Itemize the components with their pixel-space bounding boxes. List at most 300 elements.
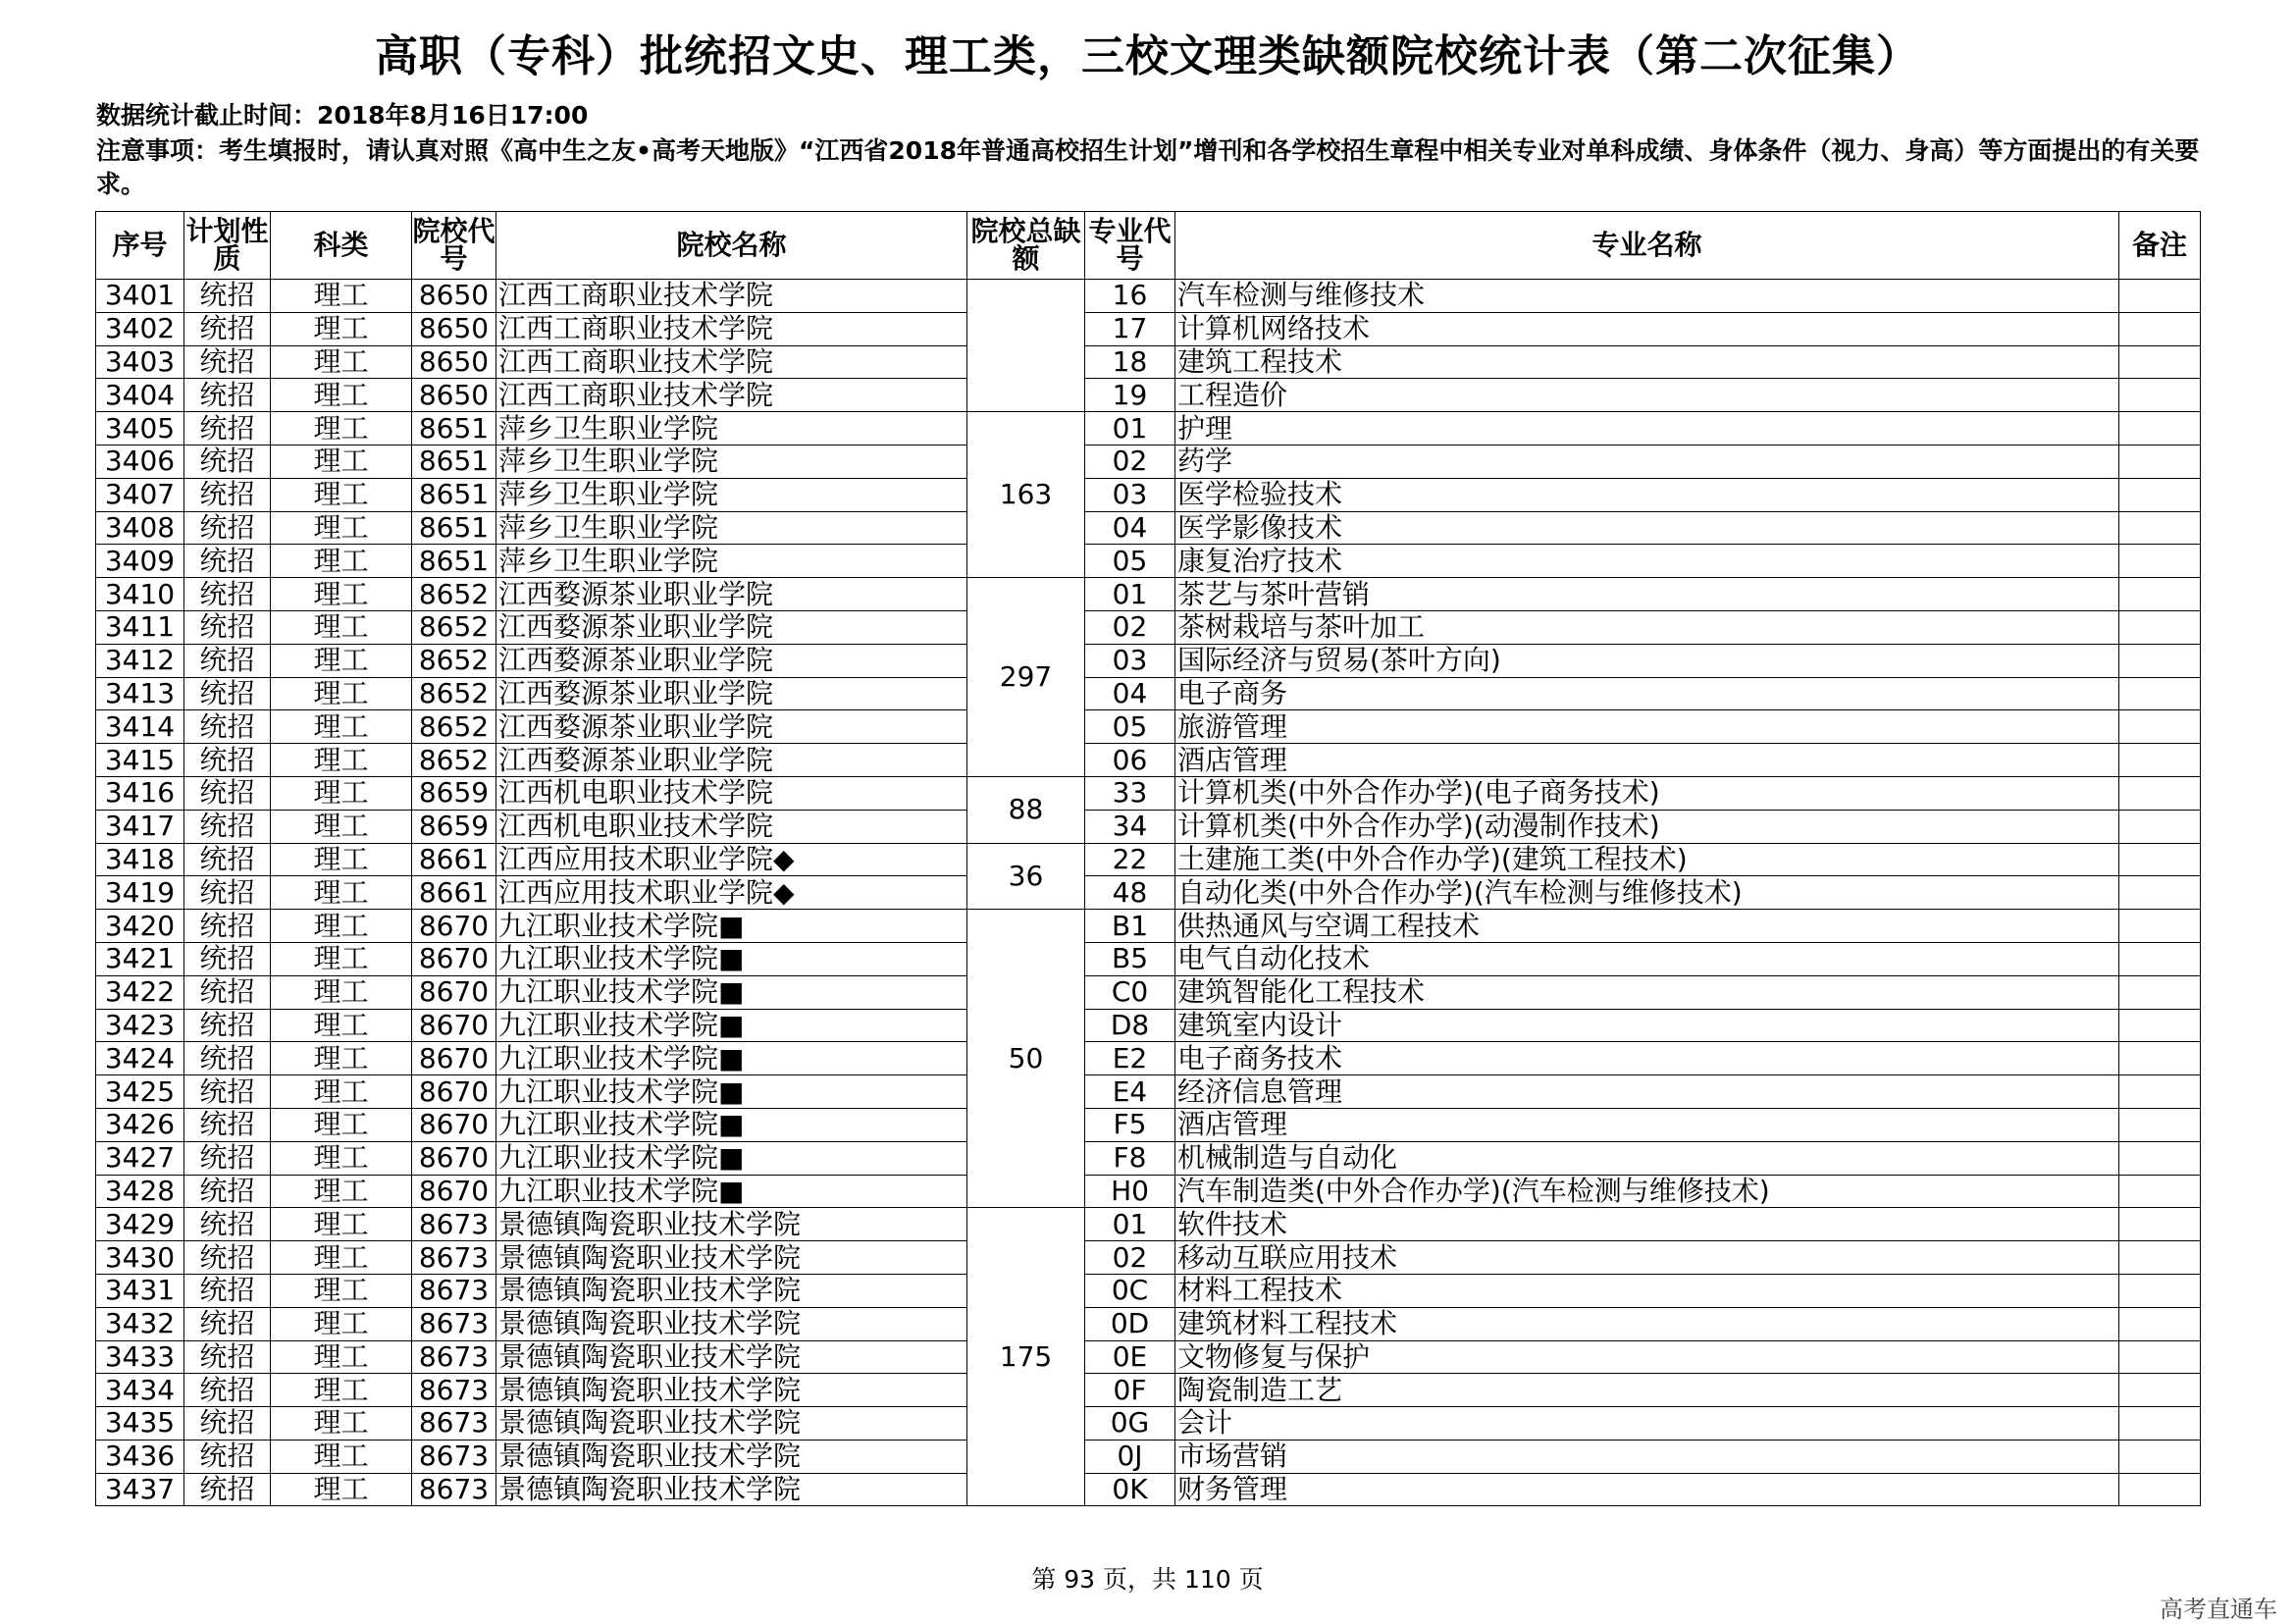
header-major-name: 专业名称 xyxy=(1175,212,2119,280)
cell-major-name: 建筑工程技术 xyxy=(1175,345,2119,379)
cell-school-name: 景德镇陶瓷职业技术学院 xyxy=(496,1407,967,1441)
table-row xyxy=(96,1208,2201,1241)
cell-subject: 理工 xyxy=(271,876,412,910)
cell-seq: 3427 xyxy=(96,1141,184,1175)
cell-school-name: 九江职业技术学院■ xyxy=(496,975,967,1009)
cell-school-code: 8652 xyxy=(412,644,496,677)
cell-school-code: 8670 xyxy=(412,1141,496,1175)
table-row xyxy=(96,412,2201,445)
cell-seq: 3431 xyxy=(96,1274,184,1307)
cell-seq: 3425 xyxy=(96,1075,184,1109)
cell-remark xyxy=(2119,975,2201,1009)
cell-school-code: 8673 xyxy=(412,1440,496,1473)
cell-major-code: 01 xyxy=(1085,412,1175,445)
header-total-vacancy: 院校总缺额 xyxy=(967,212,1085,280)
header-remark: 备注 xyxy=(2119,212,2201,280)
cell-school-name: 江西婺源茶业职业学院 xyxy=(496,710,967,744)
cell-plan-type: 统招 xyxy=(184,744,271,777)
cell-seq: 3437 xyxy=(96,1473,184,1506)
cell-seq: 3430 xyxy=(96,1241,184,1275)
cell-major-code: F8 xyxy=(1085,1141,1175,1175)
cell-major-name: 材料工程技术 xyxy=(1175,1274,2119,1307)
cell-subject: 理工 xyxy=(271,1374,412,1407)
cell-remark xyxy=(2119,312,2201,345)
cell-plan-type: 统招 xyxy=(184,876,271,910)
cell-school-name: 九江职业技术学院■ xyxy=(496,1108,967,1141)
cell-plan-type: 统招 xyxy=(184,445,271,478)
cell-remark xyxy=(2119,1241,2201,1275)
table-row xyxy=(96,1141,2201,1175)
cell-major-name: 建筑智能化工程技术 xyxy=(1175,975,2119,1009)
cell-school-code: 8659 xyxy=(412,810,496,843)
cell-remark xyxy=(2119,1009,2201,1042)
cell-major-name: 国际经济与贸易(茶叶方向) xyxy=(1175,644,2119,677)
cell-major-code: 0F xyxy=(1085,1374,1175,1407)
cell-school-code: 8673 xyxy=(412,1407,496,1441)
cell-seq: 3411 xyxy=(96,610,184,644)
table-row xyxy=(96,312,2201,345)
cell-major-code: 0J xyxy=(1085,1440,1175,1473)
cell-school-name: 江西应用技术职业学院◆ xyxy=(496,876,967,910)
cell-school-name: 萍乡卫生职业学院 xyxy=(496,545,967,578)
cell-plan-type: 统招 xyxy=(184,1274,271,1307)
cell-plan-type: 统招 xyxy=(184,545,271,578)
cell-total-vacancy: 88 xyxy=(967,776,1085,843)
cell-remark xyxy=(2119,280,2201,313)
cell-school-code: 8651 xyxy=(412,545,496,578)
cell-seq: 3436 xyxy=(96,1440,184,1473)
table-row xyxy=(96,1108,2201,1141)
cell-seq: 3402 xyxy=(96,312,184,345)
cell-school-name: 江西工商职业技术学院 xyxy=(496,345,967,379)
table-row xyxy=(96,1009,2201,1042)
table-row xyxy=(96,478,2201,511)
cell-major-name: 旅游管理 xyxy=(1175,710,2119,744)
cell-remark xyxy=(2119,677,2201,710)
cell-school-code: 8673 xyxy=(412,1340,496,1374)
cell-seq: 3418 xyxy=(96,843,184,876)
header-seq: 序号 xyxy=(96,212,184,280)
cell-major-name: 酒店管理 xyxy=(1175,744,2119,777)
cell-major-code: 05 xyxy=(1085,545,1175,578)
cell-subject: 理工 xyxy=(271,1208,412,1241)
cell-plan-type: 统招 xyxy=(184,478,271,511)
cell-remark xyxy=(2119,1141,2201,1175)
cell-major-name: 酒店管理 xyxy=(1175,1108,2119,1141)
cell-major-name: 文物修复与保护 xyxy=(1175,1340,2119,1374)
table-row xyxy=(96,1274,2201,1307)
cell-plan-type: 统招 xyxy=(184,578,271,611)
cell-school-name: 九江职业技术学院■ xyxy=(496,942,967,975)
cell-remark xyxy=(2119,876,2201,910)
cell-major-code: F5 xyxy=(1085,1108,1175,1141)
table-row xyxy=(96,876,2201,910)
cell-seq: 3420 xyxy=(96,910,184,943)
cell-major-name: 药学 xyxy=(1175,445,2119,478)
cell-subject: 理工 xyxy=(271,1274,412,1307)
cell-major-name: 工程造价 xyxy=(1175,379,2119,412)
cell-school-name: 江西机电职业技术学院 xyxy=(496,810,967,843)
header-major-code: 专业代号 xyxy=(1085,212,1175,280)
cell-major-code: 03 xyxy=(1085,478,1175,511)
cell-school-name: 江西工商职业技术学院 xyxy=(496,280,967,313)
table-row xyxy=(96,810,2201,843)
header-plan-type: 计划性质 xyxy=(184,212,271,280)
table-row xyxy=(96,280,2201,313)
cell-school-code: 8670 xyxy=(412,1042,496,1075)
cell-major-name: 医学影像技术 xyxy=(1175,511,2119,545)
cell-subject: 理工 xyxy=(271,478,412,511)
table-row xyxy=(96,843,2201,876)
cell-major-name: 康复治疗技术 xyxy=(1175,545,2119,578)
cell-subject: 理工 xyxy=(271,810,412,843)
cell-major-code: 02 xyxy=(1085,1241,1175,1275)
cell-remark xyxy=(2119,1075,2201,1109)
cell-school-name: 景德镇陶瓷职业技术学院 xyxy=(496,1241,967,1275)
table-row xyxy=(96,677,2201,710)
cell-major-name: 计算机网络技术 xyxy=(1175,312,2119,345)
cell-school-code: 8661 xyxy=(412,843,496,876)
cell-major-code: 0C xyxy=(1085,1274,1175,1307)
cell-school-code: 8650 xyxy=(412,312,496,345)
cell-remark xyxy=(2119,379,2201,412)
header-school-name: 院校名称 xyxy=(496,212,967,280)
cell-major-name: 经济信息管理 xyxy=(1175,1075,2119,1109)
cell-subject: 理工 xyxy=(271,1241,412,1275)
cell-seq: 3412 xyxy=(96,644,184,677)
cell-seq: 3429 xyxy=(96,1208,184,1241)
cell-school-name: 江西婺源茶业职业学院 xyxy=(496,610,967,644)
cell-plan-type: 统招 xyxy=(184,412,271,445)
cell-major-name: 护理 xyxy=(1175,412,2119,445)
cell-school-name: 萍乡卫生职业学院 xyxy=(496,412,967,445)
cell-school-code: 8652 xyxy=(412,710,496,744)
cell-plan-type: 统招 xyxy=(184,843,271,876)
cell-seq: 3417 xyxy=(96,810,184,843)
cell-seq: 3423 xyxy=(96,1009,184,1042)
table-row xyxy=(96,578,2201,611)
cell-remark xyxy=(2119,744,2201,777)
cell-major-name: 医学检验技术 xyxy=(1175,478,2119,511)
cell-school-code: 8673 xyxy=(412,1473,496,1506)
cell-subject: 理工 xyxy=(271,710,412,744)
cell-remark xyxy=(2119,1473,2201,1506)
cell-major-code: E2 xyxy=(1085,1042,1175,1075)
cell-remark xyxy=(2119,1307,2201,1340)
cell-school-code: 8651 xyxy=(412,478,496,511)
cell-major-name: 移动互联应用技术 xyxy=(1175,1241,2119,1275)
cell-subject: 理工 xyxy=(271,1307,412,1340)
cell-major-code: 16 xyxy=(1085,280,1175,313)
table-row xyxy=(96,710,2201,744)
cell-plan-type: 统招 xyxy=(184,942,271,975)
table-row xyxy=(96,1374,2201,1407)
cell-remark xyxy=(2119,478,2201,511)
cell-subject: 理工 xyxy=(271,345,412,379)
cell-seq: 3409 xyxy=(96,545,184,578)
cell-seq: 3432 xyxy=(96,1307,184,1340)
cell-major-name: 软件技术 xyxy=(1175,1208,2119,1241)
cell-subject: 理工 xyxy=(271,1340,412,1374)
cell-remark xyxy=(2119,1108,2201,1141)
cell-plan-type: 统招 xyxy=(184,810,271,843)
cell-major-code: 18 xyxy=(1085,345,1175,379)
cell-remark xyxy=(2119,345,2201,379)
cell-subject: 理工 xyxy=(271,1440,412,1473)
cell-school-code: 8673 xyxy=(412,1208,496,1241)
cell-school-name: 九江职业技术学院■ xyxy=(496,1042,967,1075)
table-header-row xyxy=(96,212,2201,280)
cell-major-name: 土建施工类(中外合作办学)(建筑工程技术) xyxy=(1175,843,2119,876)
cell-school-name: 景德镇陶瓷职业技术学院 xyxy=(496,1440,967,1473)
cell-school-name: 江西婺源茶业职业学院 xyxy=(496,677,967,710)
cell-school-code: 8670 xyxy=(412,1108,496,1141)
cell-plan-type: 统招 xyxy=(184,1175,271,1208)
cell-total-vacancy: 175 xyxy=(967,1208,1085,1506)
cell-school-name: 江西工商职业技术学院 xyxy=(496,379,967,412)
cell-subject: 理工 xyxy=(271,644,412,677)
header-subject: 科类 xyxy=(271,212,412,280)
cell-subject: 理工 xyxy=(271,511,412,545)
cell-seq: 3426 xyxy=(96,1108,184,1141)
cell-school-name: 景德镇陶瓷职业技术学院 xyxy=(496,1340,967,1374)
cell-subject: 理工 xyxy=(271,910,412,943)
cell-remark xyxy=(2119,810,2201,843)
cell-plan-type: 统招 xyxy=(184,1075,271,1109)
cell-school-name: 景德镇陶瓷职业技术学院 xyxy=(496,1307,967,1340)
cell-school-code: 8670 xyxy=(412,1009,496,1042)
table-row xyxy=(96,1075,2201,1109)
cell-subject: 理工 xyxy=(271,776,412,810)
cell-major-code: C0 xyxy=(1085,975,1175,1009)
notice-text: 注意事项：考生填报时，请认真对照《高中生之友•高考天地版》“江西省2018年普通高校招生计划”增刊和各学校招生章程中相关专业对单科成绩、身体条件（视力、身高）等方面提出的有关要求。 xyxy=(96,136,2200,198)
cell-major-code: 06 xyxy=(1085,744,1175,777)
cell-plan-type: 统招 xyxy=(184,1241,271,1275)
cell-remark xyxy=(2119,1274,2201,1307)
cell-major-code: B5 xyxy=(1085,942,1175,975)
cell-seq: 3435 xyxy=(96,1407,184,1441)
header-school-code: 院校代号 xyxy=(412,212,496,280)
table-row xyxy=(96,1407,2201,1441)
cell-remark xyxy=(2119,445,2201,478)
cell-major-code: 48 xyxy=(1085,876,1175,910)
cell-seq: 3415 xyxy=(96,744,184,777)
cell-major-code: 0G xyxy=(1085,1407,1175,1441)
cell-school-name: 萍乡卫生职业学院 xyxy=(496,511,967,545)
cell-seq: 3414 xyxy=(96,710,184,744)
cell-major-code: B1 xyxy=(1085,910,1175,943)
cell-school-name: 萍乡卫生职业学院 xyxy=(496,478,967,511)
cell-remark xyxy=(2119,910,2201,943)
cell-major-code: 34 xyxy=(1085,810,1175,843)
cell-major-name: 财务管理 xyxy=(1175,1473,2119,1506)
table-row xyxy=(96,776,2201,810)
cell-major-name: 建筑材料工程技术 xyxy=(1175,1307,2119,1340)
cell-remark xyxy=(2119,1340,2201,1374)
cell-school-code: 8652 xyxy=(412,744,496,777)
cell-plan-type: 统招 xyxy=(184,1473,271,1506)
cell-remark xyxy=(2119,644,2201,677)
cell-subject: 理工 xyxy=(271,1009,412,1042)
table-row xyxy=(96,1307,2201,1340)
cell-school-code: 8670 xyxy=(412,1075,496,1109)
cell-major-code: 02 xyxy=(1085,445,1175,478)
cell-seq: 3408 xyxy=(96,511,184,545)
cell-remark xyxy=(2119,412,2201,445)
cell-seq: 3401 xyxy=(96,280,184,313)
cell-major-name: 会计 xyxy=(1175,1407,2119,1441)
cell-plan-type: 统招 xyxy=(184,710,271,744)
cell-seq: 3428 xyxy=(96,1175,184,1208)
cell-major-name: 建筑室内设计 xyxy=(1175,1009,2119,1042)
cell-school-name: 景德镇陶瓷职业技术学院 xyxy=(496,1374,967,1407)
cell-major-code: D8 xyxy=(1085,1009,1175,1042)
cell-subject: 理工 xyxy=(271,744,412,777)
cell-major-name: 自动化类(中外合作办学)(汽车检测与维修技术) xyxy=(1175,876,2119,910)
cell-major-code: 22 xyxy=(1085,843,1175,876)
cell-total-vacancy: 297 xyxy=(967,578,1085,777)
cell-school-code: 8659 xyxy=(412,776,496,810)
cell-remark xyxy=(2119,578,2201,611)
cell-school-name: 九江职业技术学院■ xyxy=(496,1075,967,1109)
cell-major-name: 市场营销 xyxy=(1175,1440,2119,1473)
cell-school-code: 8673 xyxy=(412,1374,496,1407)
cell-plan-type: 统招 xyxy=(184,910,271,943)
table-row xyxy=(96,379,2201,412)
table-row xyxy=(96,445,2201,478)
cell-plan-type: 统招 xyxy=(184,1042,271,1075)
cell-seq: 3406 xyxy=(96,445,184,478)
cell-plan-type: 统招 xyxy=(184,1374,271,1407)
page-footer: 第 93 页，共 110 页 xyxy=(1031,1565,1264,1594)
cell-subject: 理工 xyxy=(271,975,412,1009)
cell-major-code: 0D xyxy=(1085,1307,1175,1340)
cell-subject: 理工 xyxy=(271,942,412,975)
cell-school-code: 8652 xyxy=(412,578,496,611)
cell-school-name: 江西婺源茶业职业学院 xyxy=(496,578,967,611)
cell-plan-type: 统招 xyxy=(184,610,271,644)
cell-school-code: 8652 xyxy=(412,677,496,710)
cell-major-name: 汽车检测与维修技术 xyxy=(1175,280,2119,313)
cell-plan-type: 统招 xyxy=(184,379,271,412)
cell-subject: 理工 xyxy=(271,610,412,644)
cell-school-code: 8651 xyxy=(412,412,496,445)
table-row xyxy=(96,345,2201,379)
cell-subject: 理工 xyxy=(271,1407,412,1441)
page-title: 高职（专科）批统招文史、理工类，三校文理类缺额院校统计表（第二次征集） xyxy=(375,31,1920,81)
cell-remark xyxy=(2119,776,2201,810)
cell-plan-type: 统招 xyxy=(184,345,271,379)
cell-school-code: 8673 xyxy=(412,1241,496,1275)
cell-major-code: 02 xyxy=(1085,610,1175,644)
vacancy-table xyxy=(95,211,2201,1506)
table-row xyxy=(96,1440,2201,1473)
cell-major-name: 电气自动化技术 xyxy=(1175,942,2119,975)
cell-subject: 理工 xyxy=(271,545,412,578)
cell-school-name: 景德镇陶瓷职业技术学院 xyxy=(496,1274,967,1307)
cell-subject: 理工 xyxy=(271,1042,412,1075)
cell-school-code: 8670 xyxy=(412,942,496,975)
cell-major-code: 17 xyxy=(1085,312,1175,345)
cell-remark xyxy=(2119,1042,2201,1075)
cell-seq: 3433 xyxy=(96,1340,184,1374)
cell-major-name: 机械制造与自动化 xyxy=(1175,1141,2119,1175)
cell-seq: 3413 xyxy=(96,677,184,710)
cell-plan-type: 统招 xyxy=(184,1307,271,1340)
cell-remark xyxy=(2119,610,2201,644)
table-row xyxy=(96,744,2201,777)
cell-remark xyxy=(2119,710,2201,744)
cell-school-name: 景德镇陶瓷职业技术学院 xyxy=(496,1473,967,1506)
cell-subject: 理工 xyxy=(271,445,412,478)
cell-subject: 理工 xyxy=(271,412,412,445)
cell-subject: 理工 xyxy=(271,1075,412,1109)
cell-subject: 理工 xyxy=(271,1108,412,1141)
cell-major-name: 计算机类(中外合作办学)(电子商务技术) xyxy=(1175,776,2119,810)
cell-major-code: 19 xyxy=(1085,379,1175,412)
cell-school-code: 8651 xyxy=(412,445,496,478)
cell-school-name: 九江职业技术学院■ xyxy=(496,1175,967,1208)
table-row xyxy=(96,1340,2201,1374)
cell-subject: 理工 xyxy=(271,843,412,876)
cell-subject: 理工 xyxy=(271,677,412,710)
cell-plan-type: 统招 xyxy=(184,511,271,545)
cell-seq: 3422 xyxy=(96,975,184,1009)
cell-school-name: 九江职业技术学院■ xyxy=(496,1009,967,1042)
cell-school-code: 8673 xyxy=(412,1274,496,1307)
cell-plan-type: 统招 xyxy=(184,776,271,810)
cell-remark xyxy=(2119,545,2201,578)
cell-seq: 3424 xyxy=(96,1042,184,1075)
cell-remark xyxy=(2119,1407,2201,1441)
cell-major-name: 陶瓷制造工艺 xyxy=(1175,1374,2119,1407)
cell-remark xyxy=(2119,843,2201,876)
cell-plan-type: 统招 xyxy=(184,1108,271,1141)
cell-seq: 3405 xyxy=(96,412,184,445)
cell-school-name: 江西工商职业技术学院 xyxy=(496,312,967,345)
data-deadline: 数据统计截止时间：2018年8月16日17:00 xyxy=(96,101,589,130)
cell-major-code: 33 xyxy=(1085,776,1175,810)
cell-remark xyxy=(2119,1208,2201,1241)
cell-seq: 3434 xyxy=(96,1374,184,1407)
cell-plan-type: 统招 xyxy=(184,280,271,313)
cell-total-vacancy: 163 xyxy=(967,412,1085,578)
cell-major-code: 05 xyxy=(1085,710,1175,744)
cell-major-name: 电子商务技术 xyxy=(1175,1042,2119,1075)
table-row xyxy=(96,1042,2201,1075)
cell-remark xyxy=(2119,1440,2201,1473)
cell-plan-type: 统招 xyxy=(184,1407,271,1441)
cell-school-name: 江西应用技术职业学院◆ xyxy=(496,843,967,876)
cell-major-code: E4 xyxy=(1085,1075,1175,1109)
cell-plan-type: 统招 xyxy=(184,1340,271,1374)
cell-major-code: 0E xyxy=(1085,1340,1175,1374)
table-row xyxy=(96,545,2201,578)
cell-seq: 3404 xyxy=(96,379,184,412)
table-row xyxy=(96,1241,2201,1275)
table-row xyxy=(96,1473,2201,1506)
cell-seq: 3407 xyxy=(96,478,184,511)
cell-school-code: 8651 xyxy=(412,511,496,545)
cell-major-code: 04 xyxy=(1085,511,1175,545)
cell-school-name: 九江职业技术学院■ xyxy=(496,1141,967,1175)
cell-plan-type: 统招 xyxy=(184,1141,271,1175)
cell-school-name: 九江职业技术学院■ xyxy=(496,910,967,943)
cell-major-code: 04 xyxy=(1085,677,1175,710)
cell-major-name: 茶艺与茶叶营销 xyxy=(1175,578,2119,611)
cell-total-vacancy: 36 xyxy=(967,843,1085,910)
table-row xyxy=(96,942,2201,975)
